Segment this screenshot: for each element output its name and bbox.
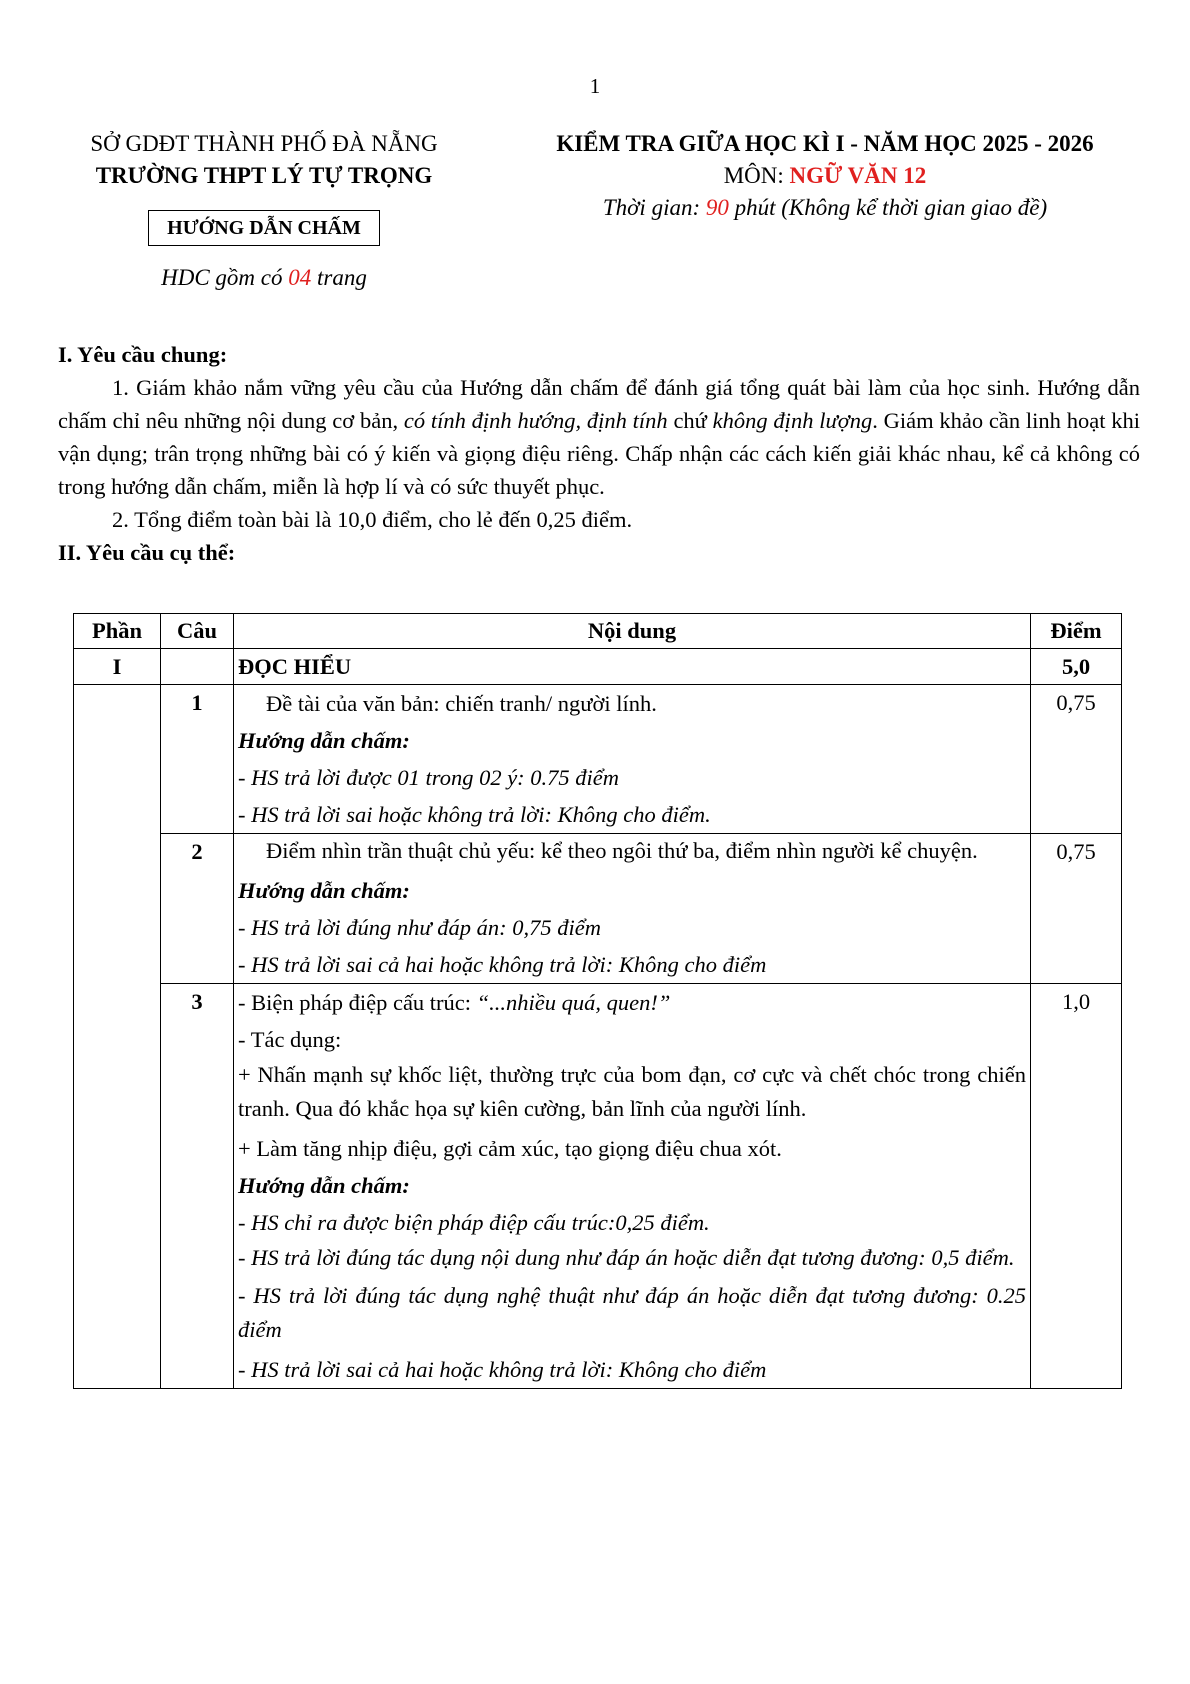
question-content: Điểm nhìn trần thuật chủ yếu: kể theo ngôi thứ ba, điểm nhìn người kể chuyện. Hướng dẫn chấm: - HS trả lời đúng như đáp án: 0,75 điểm - HS trả lời sai cả hai hoặc không trả lời: Không cho điểm xyxy=(234,834,1031,984)
general-title: I. Yêu cầu chung: xyxy=(58,342,228,367)
question-number: 1 xyxy=(161,685,234,834)
table-row xyxy=(74,685,1122,834)
question-content: Đề tài của văn bản: chiến tranh/ người lính. Hướng dẫn chấm: - HS trả lời được 01 trong 02 ý: 0.75 điểm - HS trả lời sai hoặc không trả lời: Không cho điểm. xyxy=(234,685,1031,834)
question-number: 2 xyxy=(161,834,234,984)
page-count: 04 xyxy=(288,265,312,290)
guide-title: Hướng dẫn chấm: xyxy=(238,1173,410,1198)
exam-title: KIỂM TRA GIỮA HỌC KÌ I - NĂM HỌC 2025 - 2026 xyxy=(556,131,1094,156)
instructions xyxy=(58,338,1140,569)
time-value: 90 xyxy=(705,195,729,220)
table-row xyxy=(74,834,1122,984)
school-name: TRƯỜNG THPT LÝ TỰ TRỌNG xyxy=(95,163,433,188)
header-question: Câu xyxy=(161,614,234,649)
guide-title: Hướng dẫn chấm: xyxy=(238,878,410,903)
time-line: Thời gian: 90 phút (Không kể thời gian giao đề) xyxy=(602,195,1048,220)
grading-table xyxy=(73,613,1122,1389)
question-number: 3 xyxy=(161,984,234,1389)
subject-name: NGỮ VĂN 12 xyxy=(789,163,927,188)
department-name: SỞ GDĐT THÀNH PHỐ ĐÀ NẴNG xyxy=(90,131,438,156)
question-content: - Biện pháp điệp cấu trúc: “...nhiều quá, quen!” - Tác dụng: + Nhấn mạnh sự khốc liệt, thường trực của bom đạn, cơ cực và chết chóc trong chiến tranh. Qua đó khắc họa sự kiên cường, bản lĩnh của người lính. + Làm tăng nhịp điệu, gợi cảm xúc, tạo giọng điệu chua xót. Hướng dẫn chấm: - HS chỉ ra được biện pháp điệp cấu trúc:0,25 điểm. - HS trả lời đúng tác dụng nội dung như đáp án hoặc diễn đạt tương đương: 0,5 điểm. - HS trả lời đúng tác dụng nghệ thuật như đáp án hoặc diễn đạt tương đương: 0.25 điểm - HS trả lời sai cả hai hoặc không trả lời: Không cho điểm xyxy=(234,984,1031,1389)
table-row xyxy=(74,984,1122,1389)
page-number: 1 xyxy=(589,74,601,98)
header-right xyxy=(505,128,1145,224)
general-paragraph-2: 2. Tổng điểm toàn bài là 10,0 điểm, cho lẻ đến 0,25 điểm. xyxy=(112,507,633,532)
question-score: 0,75 xyxy=(1031,834,1122,984)
guide-title: Hướng dẫn chấm: xyxy=(238,728,410,753)
table-header-row xyxy=(74,614,1122,649)
specific-title: II. Yêu cầu cụ thể: xyxy=(58,540,236,565)
section-part: I xyxy=(74,649,161,685)
header-score: Điểm xyxy=(1031,614,1122,649)
section-score: 5,0 xyxy=(1031,649,1122,685)
page-count-note: HDC gồm có 04 trang xyxy=(161,265,367,290)
header-content: Nội dung xyxy=(234,614,1031,649)
question-score: 0,75 xyxy=(1031,685,1122,834)
section-name: ĐỌC HIỂU xyxy=(234,649,1031,685)
question-score: 1,0 xyxy=(1031,984,1122,1389)
general-paragraph-1: 1. Giám khảo nắm vững yêu cầu của Hướng dẫn chấm để đánh giá tổng quát bài làm của học sinh. Hướng dẫn chấm chỉ nêu những nội dung cơ bản, có tính định hướng, định tính chứ không định lượng. Giám khảo cần linh hoạt khi vận dụng; trân trọng những bài có ý kiến và giọng điệu riêng. Chấp nhận các cách kiến giải khác nhau, kể cả không có trong hướng dẫn chấm, miễn là hợp lí và có sức thuyết phục. xyxy=(58,375,1140,499)
header-left xyxy=(52,128,476,294)
doc-type-box: HƯỚNG DẪN CHẤM xyxy=(148,210,380,246)
section-row xyxy=(74,649,1122,685)
subject-line: MÔN: NGỮ VĂN 12 xyxy=(723,163,927,188)
header-part: Phần xyxy=(74,614,161,649)
